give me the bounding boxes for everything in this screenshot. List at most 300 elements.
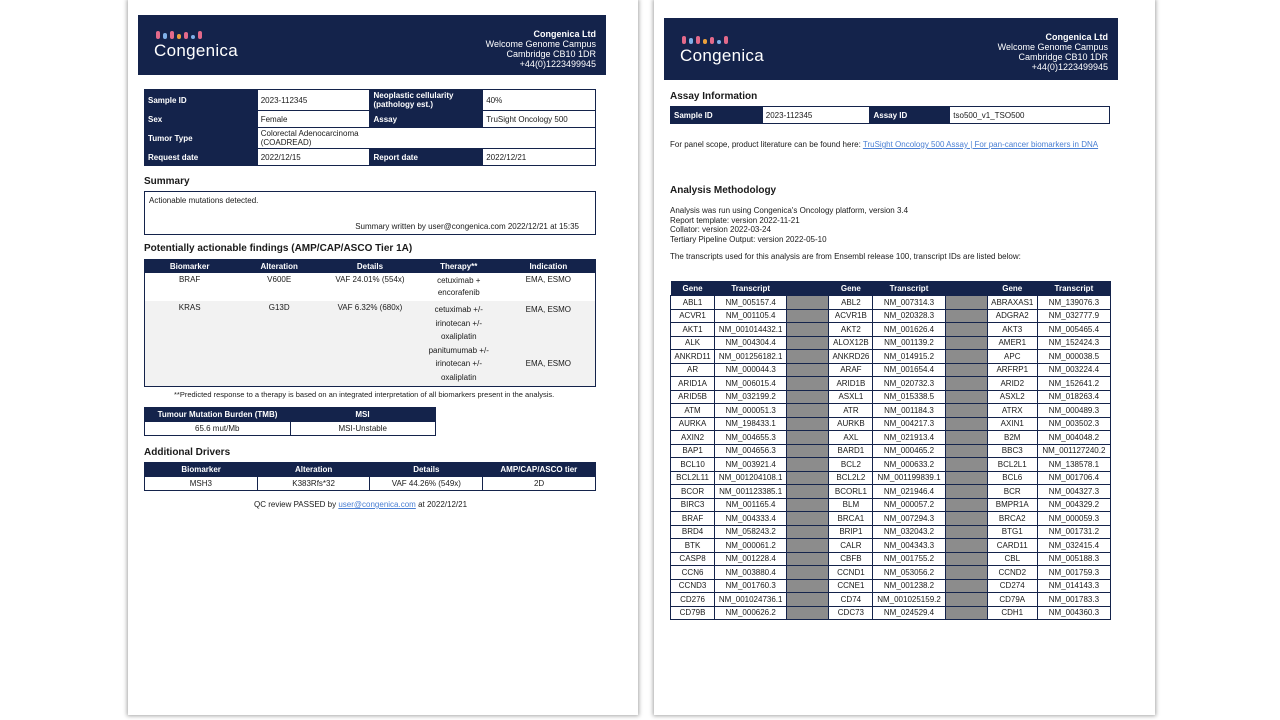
gene-cell: CD79B [671, 606, 715, 620]
transcript-cell: NM_032043.2 [873, 525, 945, 539]
sex-value: Female [257, 111, 370, 128]
findings-heading: Potentially actionable findings (AMP/CAP/ASCO Tier 1A) [144, 243, 413, 254]
gene-cell: ARAF [829, 363, 873, 377]
spacer-cell [787, 350, 829, 364]
drivers-table [144, 462, 596, 491]
details-cell: VAF 6.32% (680x) [337, 303, 403, 312]
transcript-header: Transcript [873, 281, 945, 296]
findings-header: Indication [502, 260, 596, 274]
gene-cell: ATM [671, 404, 715, 418]
sample-id-label: Sample ID [671, 107, 763, 124]
gene-cell: ABL1 [671, 296, 715, 310]
address-line: Cambridge CB10 1DR [1018, 52, 1108, 62]
brand-name: Congenica [154, 41, 238, 60]
gene-cell: AXL [829, 431, 873, 445]
qc-email-link[interactable]: user@congenica.com [338, 500, 416, 509]
spacer-cell [945, 323, 987, 337]
cellularity-value: 40% [483, 90, 596, 111]
transcript-cell: NM_001654.4 [873, 363, 945, 377]
spacer-cell [787, 377, 829, 391]
therapy-line: irinotecan +/- [435, 318, 482, 328]
spacer-cell [945, 377, 987, 391]
transcript-cell: NM_021913.4 [873, 431, 945, 445]
gene-cell: BRCA1 [829, 512, 873, 526]
gene-cell: CDH1 [987, 606, 1037, 620]
table-row [671, 498, 1111, 512]
spacer-cell [787, 296, 829, 310]
company-name: Congenica Ltd [1045, 32, 1108, 42]
table-row [671, 444, 1111, 458]
alteration-cell: V600E [267, 275, 292, 284]
logo-dots-icon [156, 29, 238, 39]
gene-cell: BLM [829, 498, 873, 512]
transcript-cell: NM_004329.2 [1037, 498, 1110, 512]
findings-table [144, 259, 596, 387]
transcript-cell: NM_004327.3 [1037, 485, 1110, 499]
gene-cell: CALR [829, 539, 873, 553]
spacer-cell [787, 579, 829, 593]
spacer-cell [787, 417, 829, 431]
logo-dot [724, 36, 728, 44]
request-date-label: Request date [145, 149, 258, 166]
transcript-cell: NM_001626.4 [873, 323, 945, 337]
methodology-heading: Analysis Methodology [670, 185, 777, 196]
table-row [671, 390, 1111, 404]
transcript-cell: NM_000626.2 [715, 606, 787, 620]
drivers-header: AMP/CAP/ASCO tier [483, 463, 596, 477]
gene-cell: CARD11 [987, 539, 1037, 553]
gene-cell: CCN6 [671, 566, 715, 580]
spacer-cell [945, 444, 987, 458]
transcript-cell: NM_020732.3 [873, 377, 945, 391]
table-row [671, 296, 1111, 310]
tumor-type-text: Colorectal Adenocarcinoma (COADREAD) [260, 129, 359, 147]
gene-cell: ANKRD11 [671, 350, 715, 364]
gene-cell: BMPR1A [987, 498, 1037, 512]
spacer-cell [945, 485, 987, 499]
spacer-cell [945, 606, 987, 620]
sample-id-value: 2023-112345 [762, 107, 870, 124]
gene-cell: CCNE1 [829, 579, 873, 593]
tmb-msi-table [144, 407, 436, 436]
transcript-header: Transcript [715, 281, 787, 296]
transcript-header: Transcript [1037, 281, 1110, 296]
gene-cell: AURKA [671, 417, 715, 431]
table-row [671, 579, 1111, 593]
spacer-cell [787, 444, 829, 458]
gene-cell: BRD4 [671, 525, 715, 539]
gene-cell: AMER1 [987, 336, 1037, 350]
gene-cell: AKT3 [987, 323, 1037, 337]
report-page-1 [128, 0, 638, 715]
findings-header: Therapy** [416, 260, 502, 274]
spacer-cell [787, 336, 829, 350]
transcript-cell: NM_024529.4 [873, 606, 945, 620]
drivers-heading: Additional Drivers [144, 447, 231, 458]
spacer-cell [787, 309, 829, 323]
transcripts-note: The transcripts used for this analysis are from Ensembl release 100, transcript IDs are listed below: [670, 252, 1021, 261]
transcript-cell: NM_000489.3 [1037, 404, 1110, 418]
assay-id-value: tso500_v1_TSO500 [950, 107, 1110, 124]
gene-cell: CBL [987, 552, 1037, 566]
transcript-cell: NM_001759.3 [1037, 566, 1110, 580]
spacer-cell [945, 296, 987, 310]
assay-id-label: Assay ID [870, 107, 950, 124]
sample-id-label: Sample ID [145, 90, 258, 111]
spacer-cell [787, 498, 829, 512]
therapy-line: cetuximab + [437, 276, 481, 285]
transcript-cell: NM_007314.3 [873, 296, 945, 310]
transcript-cell: NM_000051.3 [715, 404, 787, 418]
table-row [671, 485, 1111, 499]
transcript-cell: NM_032777.9 [1037, 309, 1110, 323]
literature-link[interactable]: TruSight Oncology 500 Assay | For pan-cancer biomarkers in DNA [862, 140, 1099, 149]
gene-cell: AURKB [829, 417, 873, 431]
biomarker-cell: KRAS [178, 303, 201, 312]
transcript-cell: NM_001184.3 [873, 404, 945, 418]
transcript-cell: NM_003224.4 [1037, 363, 1110, 377]
transcript-cell: NM_032415.4 [1037, 539, 1110, 553]
table-row [671, 525, 1111, 539]
address-line: Cambridge CB10 1DR [506, 49, 596, 59]
spacer-cell [945, 363, 987, 377]
logo-dot [177, 34, 181, 39]
transcript-cell: NM_001256182.1 [715, 350, 787, 364]
summary-box [144, 191, 596, 235]
transcript-cell: NM_003502.3 [1037, 417, 1110, 431]
therapy-cell [416, 301, 502, 387]
gene-cell: AR [671, 363, 715, 377]
therapy-line: irinotecan +/- [435, 359, 482, 368]
methodology-line: Tertiary Pipeline Output: version 2022-05-10 [670, 234, 827, 244]
gene-cell: BAP1 [671, 444, 715, 458]
logo-dot [696, 36, 700, 44]
spacer-header [787, 281, 829, 296]
transcript-cell: NM_003921.4 [715, 458, 787, 472]
transcript-cell: NM_001024736.1 [715, 593, 787, 607]
congenica-logo [680, 34, 764, 66]
gene-cell: AKT2 [829, 323, 873, 337]
driver-alteration: K383Rfs*32 [257, 477, 370, 491]
gene-cell: CCND2 [987, 566, 1037, 580]
driver-biomarker: MSH3 [145, 477, 258, 491]
summary-heading: Summary [144, 176, 190, 187]
spacer-cell [787, 404, 829, 418]
tmb-header: Tumour Mutation Burden (TMB) [145, 408, 291, 422]
transcript-cell: NM_001199839.1 [873, 471, 945, 485]
spacer-cell [945, 566, 987, 580]
transcript-cell: NM_138578.1 [1037, 458, 1110, 472]
table-row [671, 309, 1111, 323]
spacer-cell [945, 552, 987, 566]
gene-cell: CCND3 [671, 579, 715, 593]
gene-cell: ASXL1 [829, 390, 873, 404]
gene-cell: CASP8 [671, 552, 715, 566]
methodology-line: Report template: version 2022-11-21 [670, 215, 800, 225]
drivers-header: Details [370, 463, 483, 477]
logo-dot [170, 31, 174, 39]
spacer-cell [787, 363, 829, 377]
assay-info-heading: Assay Information [670, 91, 758, 102]
gene-cell: BCL2L11 [671, 471, 715, 485]
transcript-cell: NM_004343.3 [873, 539, 945, 553]
gene-header: Gene [671, 281, 715, 296]
spacer-cell [787, 458, 829, 472]
transcript-cell: NM_139076.3 [1037, 296, 1110, 310]
indication-line: EMA, ESMO [525, 358, 571, 368]
table-row [145, 301, 596, 387]
table-row [671, 431, 1111, 445]
gene-cell: CD276 [671, 593, 715, 607]
therapy-footnote: **Predicted response to a therapy is based on an integrated interpretation of all biomarkers present in the analysis. [174, 390, 555, 399]
table-row [671, 404, 1111, 418]
msi-header: MSI [290, 408, 436, 422]
transcript-table [670, 281, 1111, 620]
company-address [998, 32, 1108, 72]
spacer-cell [945, 431, 987, 445]
details-cell: VAF 24.01% (554x) [335, 275, 405, 284]
table-row [145, 273, 596, 301]
gene-cell: BCL2 [829, 458, 873, 472]
table-row [671, 363, 1111, 377]
gene-cell: ACVR1B [829, 309, 873, 323]
spacer-header [945, 281, 987, 296]
transcript-table-body [671, 296, 1111, 620]
literature-prefix: For panel scope, product literature can be found here: [670, 140, 861, 149]
transcript-cell: NM_152424.3 [1037, 336, 1110, 350]
transcript-cell: NM_001755.2 [873, 552, 945, 566]
spacer-cell [945, 539, 987, 553]
request-date-value: 2022/12/15 [257, 149, 370, 166]
transcript-cell: NM_032199.2 [715, 390, 787, 404]
gene-cell: ASXL2 [987, 390, 1037, 404]
transcript-cell: NM_004304.4 [715, 336, 787, 350]
gene-cell: AXIN2 [671, 431, 715, 445]
indication-cell: EMA, ESMO [525, 275, 571, 284]
spacer-cell [945, 579, 987, 593]
transcript-cell: NM_014915.2 [873, 350, 945, 364]
spacer-cell [787, 539, 829, 553]
gene-cell: CD79A [987, 593, 1037, 607]
table-row [671, 566, 1111, 580]
gene-cell: BARD1 [829, 444, 873, 458]
transcript-cell: NM_004217.3 [873, 417, 945, 431]
findings-header: Biomarker [145, 260, 235, 274]
therapy-line: encorafenib [437, 288, 480, 297]
gene-cell: BCORL1 [829, 485, 873, 499]
gene-cell: BCL2L2 [829, 471, 873, 485]
transcript-cell: NM_000038.5 [1037, 350, 1110, 364]
gene-cell: ACVR1 [671, 309, 715, 323]
logo-dot [163, 33, 167, 39]
spacer-cell [945, 404, 987, 418]
gene-cell: BCOR [671, 485, 715, 499]
gene-cell: ADGRA2 [987, 309, 1037, 323]
table-row [671, 350, 1111, 364]
sample-id-value: 2023-112345 [257, 90, 370, 111]
tumor-type-label: Tumor Type [145, 128, 258, 149]
transcript-cell: NM_006015.4 [715, 377, 787, 391]
table-row [671, 552, 1111, 566]
logo-dots-icon [682, 34, 764, 44]
transcript-cell: NM_001731.2 [1037, 525, 1110, 539]
transcript-cell: NM_018263.4 [1037, 390, 1110, 404]
logo-dot [198, 31, 202, 39]
transcript-cell: NM_058243.2 [715, 525, 787, 539]
methodology-text [670, 206, 908, 244]
spacer-cell [787, 593, 829, 607]
assay-label: Assay [370, 111, 483, 128]
spacer-cell [945, 498, 987, 512]
table-row [671, 323, 1111, 337]
gene-cell: B2M [987, 431, 1037, 445]
logo-dot [156, 31, 160, 39]
transcript-cell: NM_053056.2 [873, 566, 945, 580]
transcript-cell: NM_001706.4 [1037, 471, 1110, 485]
gene-cell: BTG1 [987, 525, 1037, 539]
assay-value: TruSight Oncology 500 [483, 111, 596, 128]
transcript-cell: NM_015338.5 [873, 390, 945, 404]
gene-cell: APC [987, 350, 1037, 364]
transcript-cell: NM_001204108.1 [715, 471, 787, 485]
transcript-cell: NM_004656.3 [715, 444, 787, 458]
gene-cell: ANKRD26 [829, 350, 873, 364]
transcript-cell: NM_001228.4 [715, 552, 787, 566]
gene-cell: BCR [987, 485, 1037, 499]
gene-cell: AKT1 [671, 323, 715, 337]
gene-cell: ABRAXAS1 [987, 296, 1037, 310]
logo-dot [682, 36, 686, 44]
gene-cell: BCL10 [671, 458, 715, 472]
spacer-cell [945, 593, 987, 607]
transcript-cell: NM_005465.4 [1037, 323, 1110, 337]
spacer-cell [945, 512, 987, 526]
therapy-line: oxaliplatin [440, 332, 477, 341]
table-row [671, 606, 1111, 620]
gene-cell: BRAF [671, 512, 715, 526]
spacer-cell [787, 323, 829, 337]
spacer-cell [945, 336, 987, 350]
gene-cell: BCL2L1 [987, 458, 1037, 472]
transcript-cell: NM_001127240.2 [1037, 444, 1110, 458]
logo-dot [191, 35, 195, 39]
table-row [145, 477, 596, 491]
address-line: Welcome Genome Campus [997, 42, 1108, 52]
summary-text: Actionable mutations detected. [149, 196, 259, 205]
biomarker-cell: BRAF [178, 275, 201, 284]
transcript-cell: NM_007294.3 [873, 512, 945, 526]
findings-header: Alteration [234, 260, 324, 274]
table-row [671, 336, 1111, 350]
gene-cell: ALK [671, 336, 715, 350]
driver-details: VAF 44.26% (549x) [370, 477, 483, 491]
gene-header: Gene [987, 281, 1037, 296]
spacer-cell [945, 417, 987, 431]
spacer-cell [787, 431, 829, 445]
transcript-cell: NM_000044.3 [715, 363, 787, 377]
transcript-cell: NM_001165.4 [715, 498, 787, 512]
gene-cell: BCL6 [987, 471, 1037, 485]
gene-cell: BTK [671, 539, 715, 553]
transcript-cell: NM_000465.2 [873, 444, 945, 458]
transcript-cell: NM_001014432.1 [715, 323, 787, 337]
report-date-label: Report date [370, 149, 483, 166]
gene-cell: BRIP1 [829, 525, 873, 539]
gene-header: Gene [829, 281, 873, 296]
transcript-cell: NM_000059.3 [1037, 512, 1110, 526]
logo-dot [689, 38, 693, 44]
gene-cell: BRCA2 [987, 512, 1037, 526]
qc-review [254, 500, 467, 510]
transcript-cell: NM_004360.3 [1037, 606, 1110, 620]
sex-label: Sex [145, 111, 258, 128]
therapy-cell [416, 273, 502, 301]
logo-dot [710, 37, 714, 44]
drivers-header: Alteration [257, 463, 370, 477]
alteration-cell: G13D [268, 303, 290, 312]
transcript-cell: NM_004048.2 [1037, 431, 1110, 445]
qc-suffix: at 2022/12/21 [418, 500, 468, 509]
spacer-cell [945, 471, 987, 485]
report-header [664, 18, 1118, 80]
spacer-cell [787, 525, 829, 539]
methodology-line: Collator: version 2022-03-24 [670, 225, 771, 234]
msi-value: MSI-Unstable [290, 422, 436, 436]
transcript-cell: NM_001025159.2 [873, 593, 945, 607]
company-name: Congenica Ltd [533, 29, 596, 39]
driver-tier: 2D [483, 477, 596, 491]
panel-literature [670, 140, 1110, 150]
therapy-line: panitumumab +/- [428, 345, 489, 355]
gene-cell: CBFB [829, 552, 873, 566]
transcript-cell: NM_005188.3 [1037, 552, 1110, 566]
transcript-cell: NM_000633.2 [873, 458, 945, 472]
findings-header: Details [324, 260, 416, 274]
therapy-line: oxaliplatin [440, 372, 477, 382]
gene-cell: ATR [829, 404, 873, 418]
table-row [671, 458, 1111, 472]
transcript-cell: NM_005157.4 [715, 296, 787, 310]
gene-cell: CDC73 [829, 606, 873, 620]
spacer-cell [787, 485, 829, 499]
gene-cell: CD274 [987, 579, 1037, 593]
table-row [671, 593, 1111, 607]
transcript-cell: NM_152641.2 [1037, 377, 1110, 391]
gene-cell: ARID1A [671, 377, 715, 391]
transcript-cell: NM_198433.1 [715, 417, 787, 431]
transcript-cell: NM_004333.4 [715, 512, 787, 526]
transcript-cell: NM_001139.2 [873, 336, 945, 350]
drivers-header: Biomarker [145, 463, 258, 477]
spacer-cell [945, 458, 987, 472]
transcript-cell: NM_004655.3 [715, 431, 787, 445]
table-row [671, 471, 1111, 485]
spacer-cell [945, 309, 987, 323]
indication-cell [502, 301, 596, 387]
tumor-type-value [257, 128, 595, 149]
spacer-cell [787, 471, 829, 485]
table-row [671, 512, 1111, 526]
logo-dot [717, 40, 721, 44]
transcript-cell: NM_021946.4 [873, 485, 945, 499]
transcript-cell: NM_001760.3 [715, 579, 787, 593]
methodology-line: Analysis was run using Congenica's Oncology platform, version 3.4 [670, 206, 909, 215]
transcript-cell: NM_020328.3 [873, 309, 945, 323]
spacer-cell [945, 525, 987, 539]
transcript-cell: NM_000057.2 [873, 498, 945, 512]
transcript-cell: NM_000061.2 [715, 539, 787, 553]
transcript-cell: NM_014143.3 [1037, 579, 1110, 593]
